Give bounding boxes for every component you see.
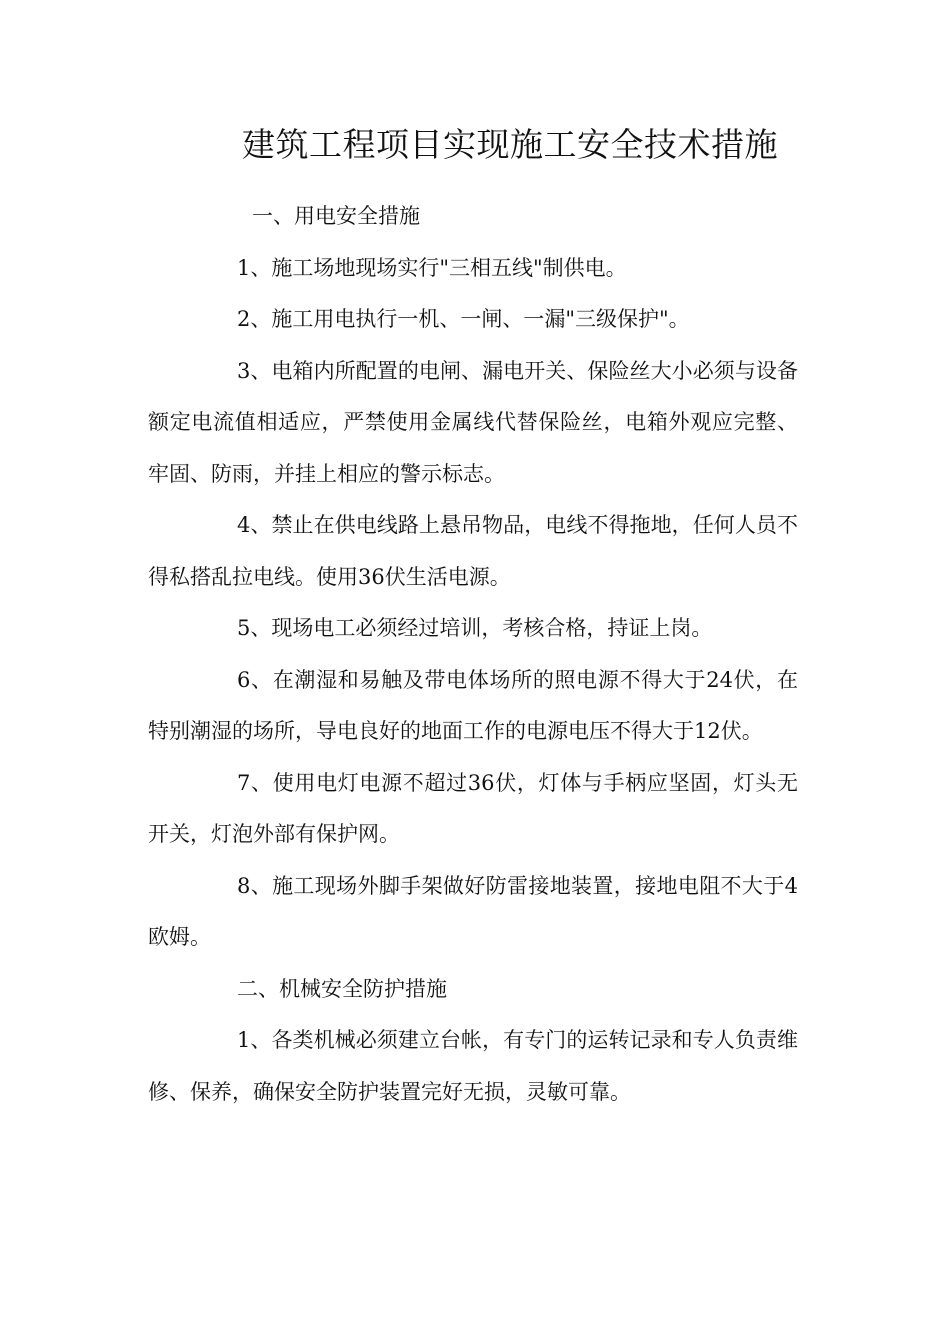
paragraph-machinery-1: 1、各类机械必须建立台帐，有专门的运转记录和专人负责维修、保养，确保安全防护装置完好无损，灵敏可靠。 <box>148 1028 798 1104</box>
document-body <box>148 191 798 1118</box>
paragraph-electrical-1: 1、施工场地现场实行"三相五线"制供电。 <box>237 255 627 280</box>
section-heading-electrical-safety: 一、用电安全措施 <box>252 204 420 228</box>
document-title: 建筑工程项目实现施工安全技术措施 <box>242 125 778 164</box>
paragraph-electrical-5: 5、现场电工必须经过培训，考核合格，持证上岗。 <box>237 616 713 640</box>
section-heading-machinery-safety: 二、机械安全防护措施 <box>237 976 447 1001</box>
paragraph-electrical-2: 2、施工用电执行一机、一闸、一漏"三级保护"。 <box>237 307 690 331</box>
paragraph-electrical-6: 6、在潮湿和易触及带电体场所的照电源不得大于24伏，在特别潮湿的场所，导电良好的地面工作的电源电压不得大于12伏。 <box>148 667 798 743</box>
paragraph-electrical-7: 7、使用电灯电源不超过36伏，灯体与手柄应坚固，灯头无开关，灯泡外部有保护网。 <box>148 770 798 846</box>
paragraph-electrical-3: 3、电箱内所配置的电闸、漏电开关、保险丝大小必须与设备额定电流值相适应，严禁使用金属线代替保险丝，电箱外观应完整、牢固、防雨，并挂上相应的警示标志。 <box>148 358 798 486</box>
paragraph-electrical-8: 8、施工现场外脚手架做好防雷接地装置，接地电阻不大于4欧姆。 <box>148 873 798 949</box>
paragraph-electrical-4: 4、禁止在供电线路上悬吊物品，电线不得拖地，任何人员不得私搭乱拉电线。使用36伏生活电源。 <box>148 513 798 589</box>
